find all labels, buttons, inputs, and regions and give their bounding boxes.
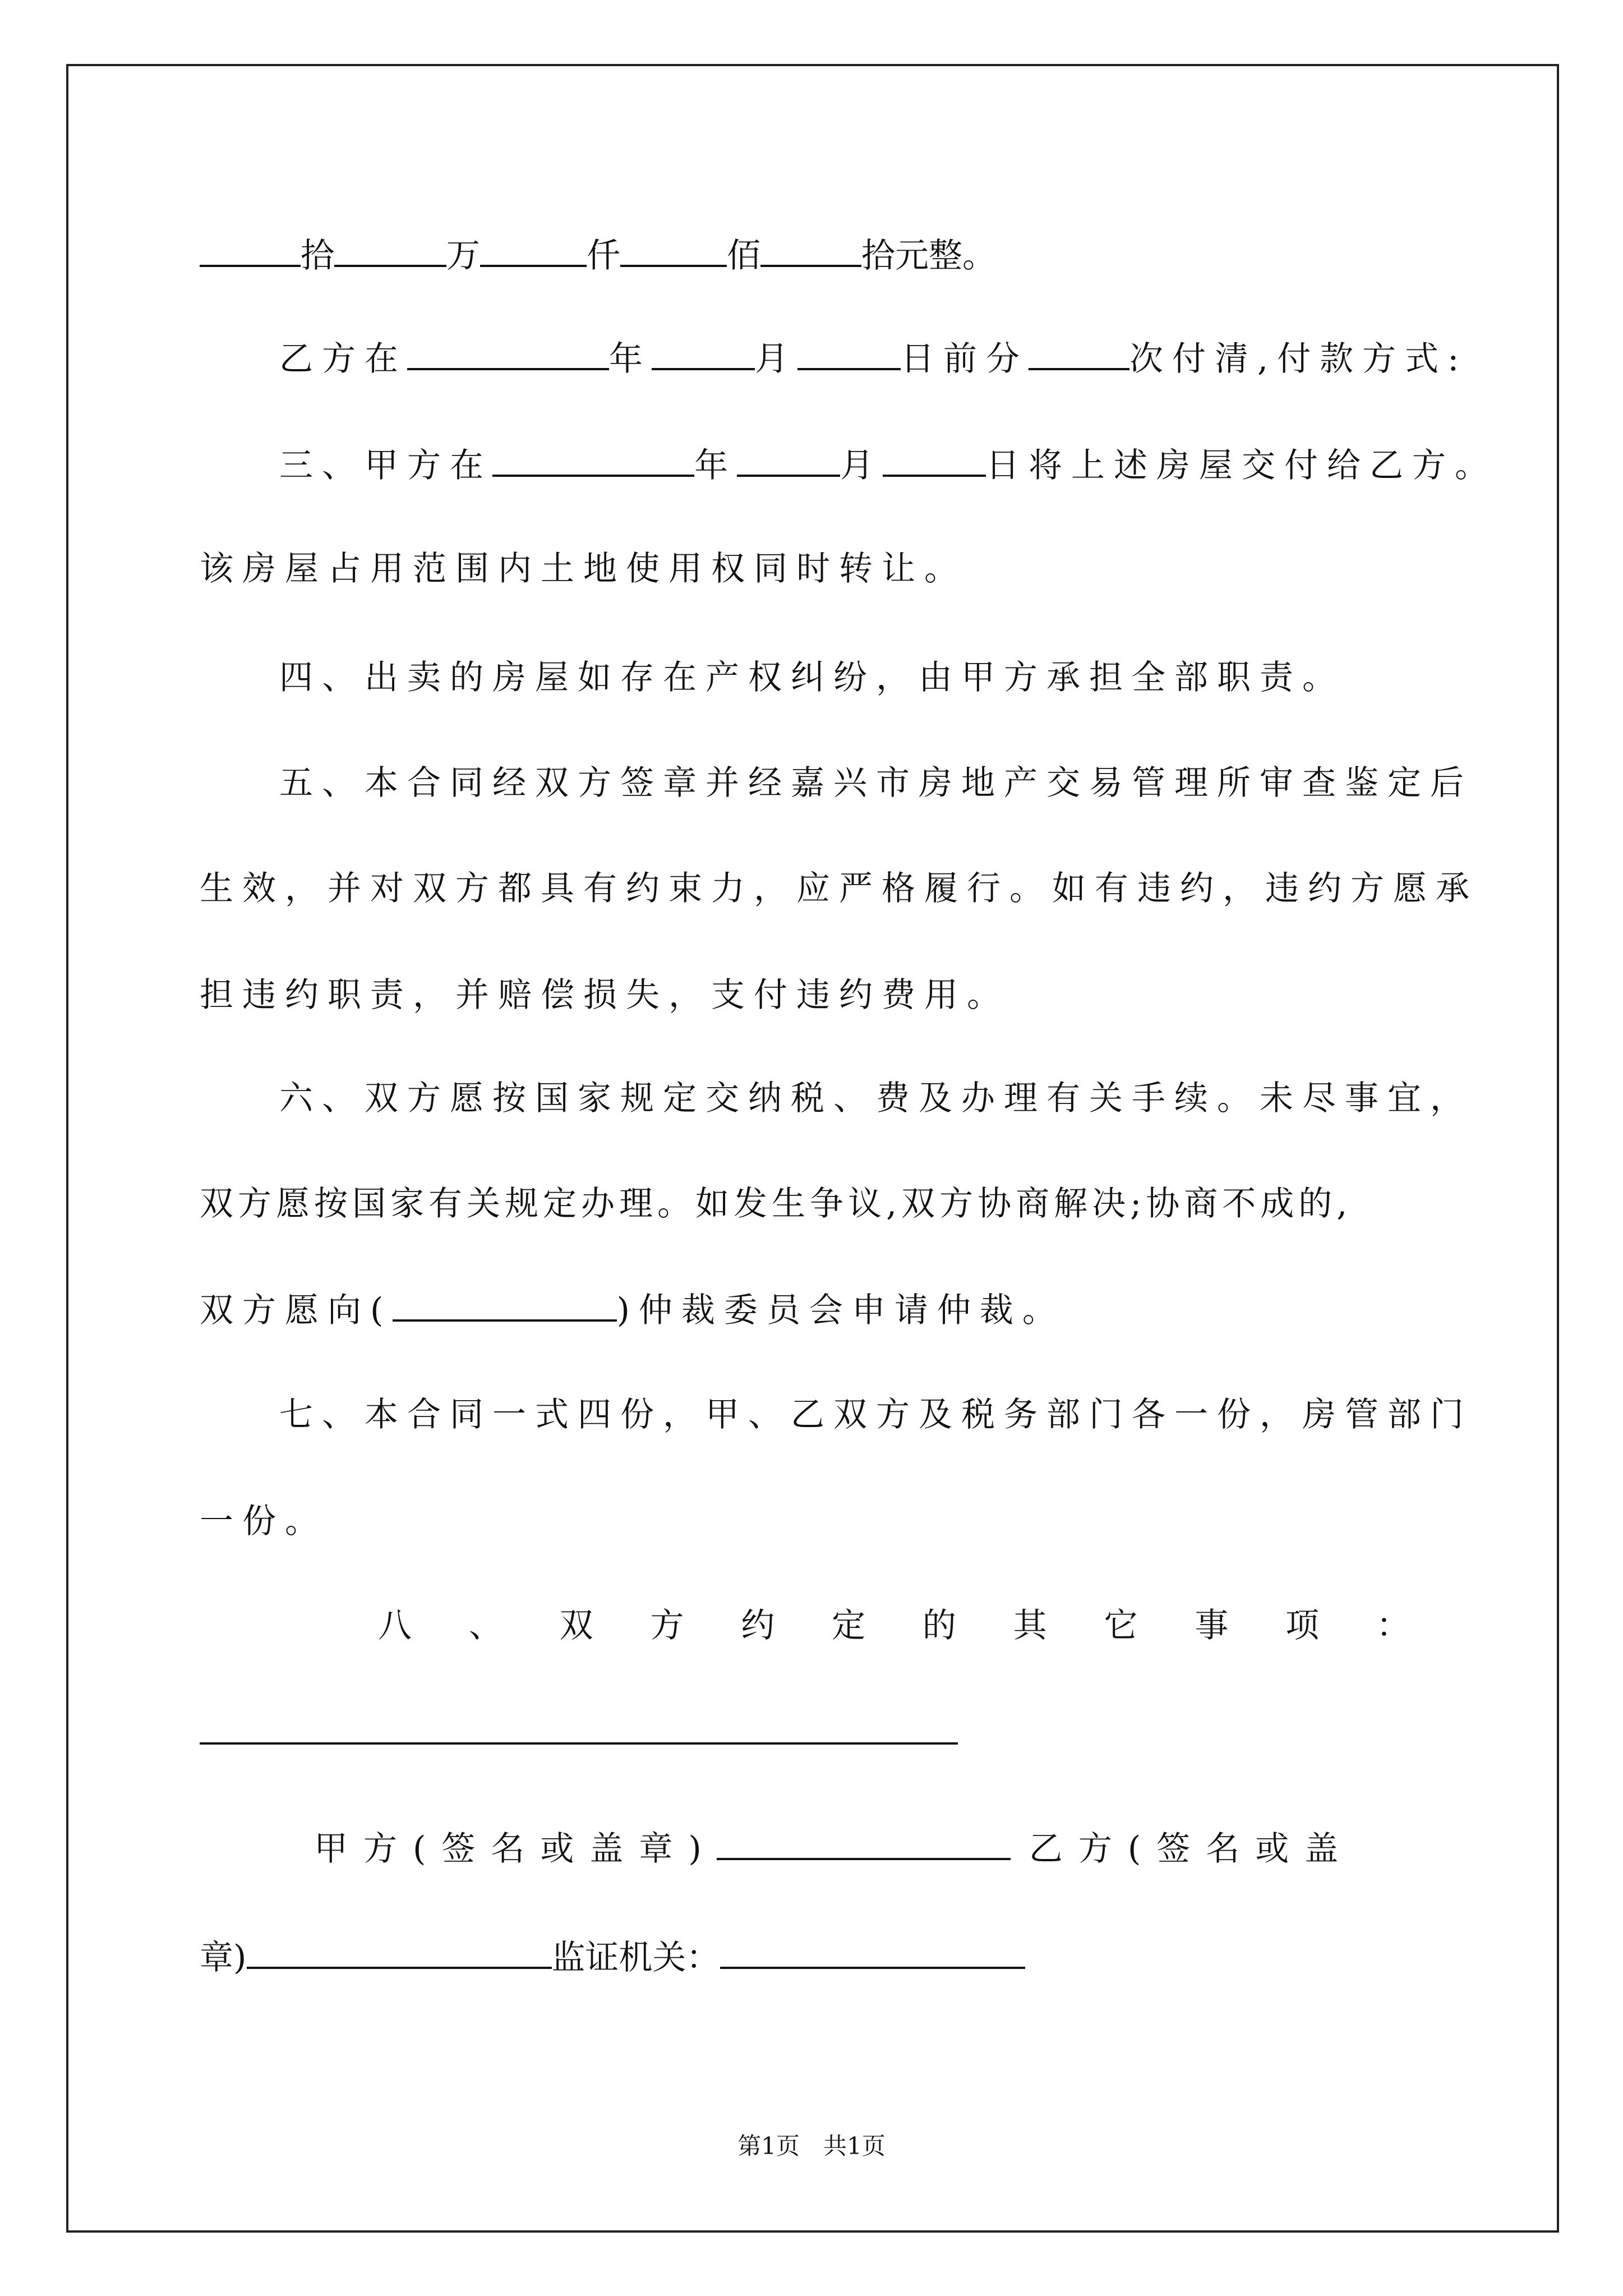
clause-5-line-2: 生效，并对双方都具有约束力，应严格履行。如有违约，违约方愿承 [200, 869, 1478, 909]
clause-8-char: 、 [468, 1607, 502, 1646]
clause-8-char: 的 [922, 1607, 956, 1646]
clause-6-text-b: )仲裁委员会申请仲裁。 [616, 1291, 1065, 1331]
clause-6-line-1: 六、双方愿按国家规定交纳税、费及办理有关手续。未尽事宜， [279, 1079, 1473, 1119]
page-border [66, 64, 1559, 2233]
amount-unit-2: 万 [446, 237, 480, 276]
blank-field [737, 443, 840, 477]
amount-unit-5: 拾元整。 [861, 237, 996, 276]
amount-unit-1: 拾 [301, 237, 334, 276]
clause-8-char: 事 [1195, 1607, 1229, 1646]
signature-line-2 [200, 1935, 1025, 1981]
payment-text-a: 乙方在 [279, 340, 407, 379]
clause-8-char: 其 [1013, 1607, 1047, 1646]
blank-field [1029, 337, 1129, 370]
blank-field [407, 337, 609, 370]
clause-5-line-1: 五、本合同经双方签章并经嘉兴市房地产交易管理所审查鉴定后 [279, 764, 1473, 803]
payment-text-b: 年 [609, 340, 652, 379]
amount-unit-3: 仟 [587, 237, 620, 276]
clause-3-text-a: 三、甲方在 [279, 447, 492, 486]
supervisor-label: 监证机关： [551, 1939, 720, 1978]
clause-7-line-2: 一份。 [200, 1502, 328, 1542]
payment-text-c: 月 [755, 340, 797, 379]
clause-8-char: 约 [741, 1607, 775, 1646]
blank-field [392, 1288, 616, 1322]
payment-text-e: 次付清,付款方式: [1129, 340, 1468, 379]
clause-6-line-2: 双方愿按国家有关规定办理。如发生争议,双方协商解决;协商不成的, [200, 1185, 1352, 1224]
blank-field [334, 233, 446, 267]
clause-8-char: 方 [650, 1607, 684, 1646]
page-footer: 第1页 共1页 [737, 2133, 886, 2160]
clause-6-text-a: 双方愿向( [200, 1291, 393, 1331]
clause-8-char: 项 [1285, 1607, 1320, 1646]
blank-field [883, 443, 986, 477]
amount-line [200, 233, 996, 279]
clause-8-char: ： [1376, 1607, 1410, 1646]
blank-field [652, 337, 755, 370]
blank-field [246, 1935, 551, 1969]
clause-3-line-1 [279, 443, 1497, 489]
party-b-label: 乙方(签名或盖 [1029, 1830, 1354, 1869]
clause-7-line-1: 七、本合同一式四份，甲、乙双方及税务部门各一份，房管部门 [279, 1396, 1473, 1435]
clause-5-line-3: 担违约职责，并赔偿损失，支付违约费用。 [200, 976, 1009, 1015]
clause-3-text-c: 月 [840, 447, 883, 486]
clause-4: 四、出卖的房屋如存在产权纠纷，由甲方承担全部职责。 [279, 659, 1345, 698]
blank-field [200, 233, 301, 267]
payment-text-d: 日前分 [901, 340, 1029, 379]
blank-field [717, 1826, 1011, 1860]
blank-field [760, 233, 861, 267]
blank-field [480, 233, 587, 267]
blank-field [720, 1935, 1025, 1969]
amount-unit-4: 佰 [727, 237, 760, 276]
clause-3-line-2: 该房屋占用范围内土地使用权同时转让。 [200, 550, 967, 589]
clause-3-text-b: 年 [694, 447, 737, 486]
clause-8-char: 它 [1104, 1607, 1138, 1646]
blank-field [200, 1711, 958, 1745]
blank-field [797, 337, 901, 370]
signature-line-1 [314, 1826, 1354, 1872]
payment-line [279, 337, 1468, 383]
party-b-label-cont: 章) [200, 1939, 247, 1978]
blank-field [492, 443, 694, 477]
blank-field [620, 233, 727, 267]
party-a-label: 甲方(签名或盖章) [314, 1830, 717, 1869]
clause-8-heading [378, 1604, 1410, 1649]
clause-8-blank-line [200, 1711, 958, 1757]
clause-3-text-d: 日将上述房屋交付给乙方。 [986, 447, 1497, 486]
clause-8-char: 八 [378, 1607, 412, 1646]
clause-8-char: 定 [832, 1607, 866, 1646]
clause-6-line-3 [200, 1288, 1065, 1334]
clause-8-char: 双 [559, 1607, 593, 1646]
